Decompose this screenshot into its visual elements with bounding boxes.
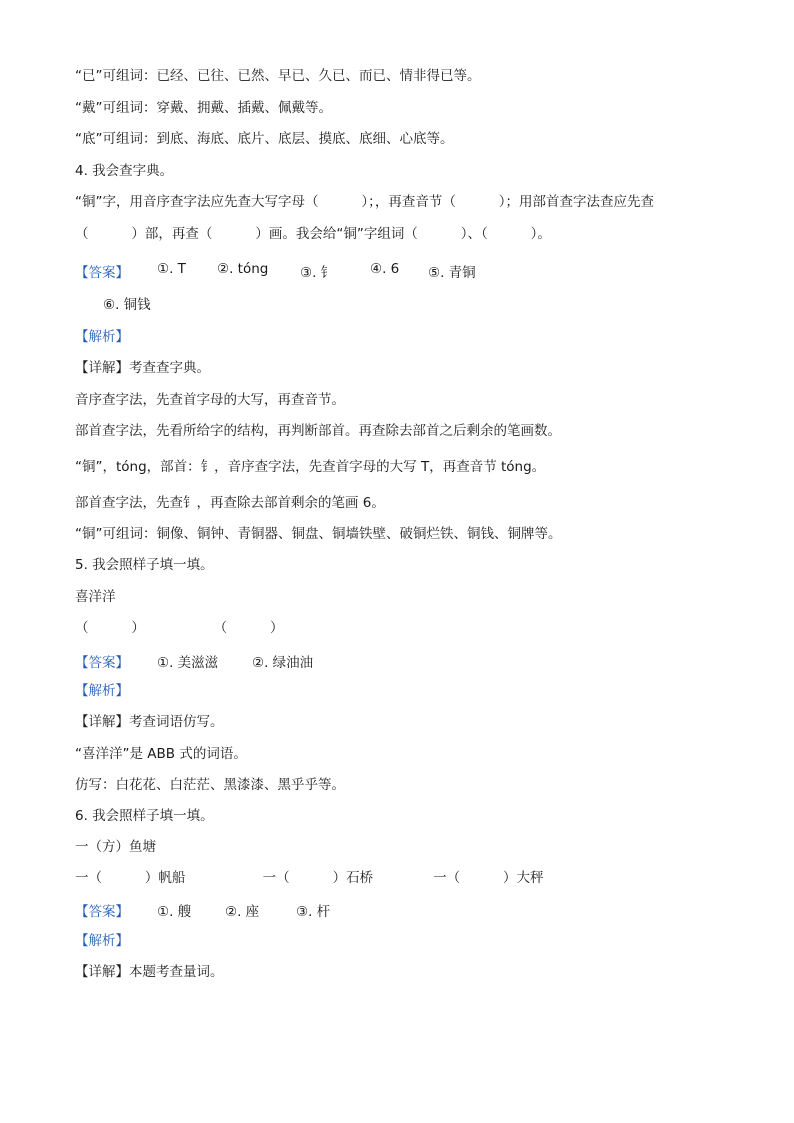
text-line: “戴”可组词：穿戴、拥戴、插戴、佩戴等。 <box>75 100 332 116</box>
text-line: 【详解】考查查字典。 <box>75 360 210 376</box>
text-line: （ ） （ ） <box>75 620 284 636</box>
answer-item: ①. 美滋滋 <box>157 655 219 671</box>
text-line: “已”可组词：已经、已往、已然、早已、久已、而已、情非得已等。 <box>75 68 481 84</box>
answer-item: ③. 杆 <box>296 904 331 920</box>
text-line: 部首查字法，先查钅，再查除去部首剩余的笔画 6。 <box>75 495 385 511</box>
question-heading: 6. 我会照样子填一填。 <box>75 808 214 824</box>
answer-item: ①. 艘 <box>157 904 192 920</box>
text-line: 【详解】本题考查量词。 <box>75 964 224 980</box>
answer-label: 【答案】 <box>75 265 129 281</box>
answer-item: ⑥. 铜钱 <box>103 297 151 313</box>
text-line: （ ）部，再查（ ）画。我会给“铜”字组词（ ）、（ ）。 <box>75 226 551 242</box>
answer-label: 【答案】 <box>75 655 129 671</box>
text-line: 音序查字法，先查首字母的大写，再查音节。 <box>75 392 345 408</box>
text-line: “铜”，tóng，部首：钅，音序查字法，先查首字母的大写 T，再查音节 tóng。 <box>75 459 546 475</box>
question-heading: 5. 我会照样子填一填。 <box>75 557 214 573</box>
answer-item: ②. 绿油油 <box>252 655 314 671</box>
answer-item: ②. 座 <box>225 904 260 920</box>
answer-label: 【答案】 <box>75 904 129 920</box>
text-line: 一（方）鱼塘 <box>75 839 156 855</box>
text-line: “底”可组词：到底、海底、底片、底层、摸底、底细、心底等。 <box>75 131 454 147</box>
analysis-label: 【解析】 <box>75 683 129 699</box>
text-line: 仿写：白花花、白茫茫、黑漆漆、黑乎乎等。 <box>75 777 345 793</box>
text-line: 【详解】考查词语仿写。 <box>75 714 224 730</box>
text-line: 部首查字法，先看所给字的结构，再判断部首。再查除去部首之后剩余的笔画数。 <box>75 423 561 439</box>
answer-item: ③. 钅 <box>300 265 335 281</box>
answer-item: ②. tóng <box>217 261 269 277</box>
text-line: 一（ ）帆船 一（ ）石桥 一（ ）大秤 <box>75 870 544 886</box>
text-line: 喜洋洋 <box>75 589 116 605</box>
text-line: “铜”字，用音序查字法应先查大写字母（ ）；，再查音节（ ）；用部首查字法查应先查 <box>75 194 655 210</box>
answer-item: ④. 6 <box>370 261 400 277</box>
text-line: “喜洋洋”是 ABB 式的词语。 <box>75 746 247 762</box>
question-heading: 4. 我会查字典。 <box>75 163 174 179</box>
text-line: “铜”可组词：铜像、铜钟、青铜器、铜盘、铜墙铁壁、破铜烂铁、铜钱、铜牌等。 <box>75 526 562 542</box>
answer-item: ①. T <box>157 261 186 277</box>
answer-item: ⑤. 青铜 <box>428 265 476 281</box>
analysis-label: 【解析】 <box>75 933 129 949</box>
analysis-label: 【解析】 <box>75 329 129 345</box>
